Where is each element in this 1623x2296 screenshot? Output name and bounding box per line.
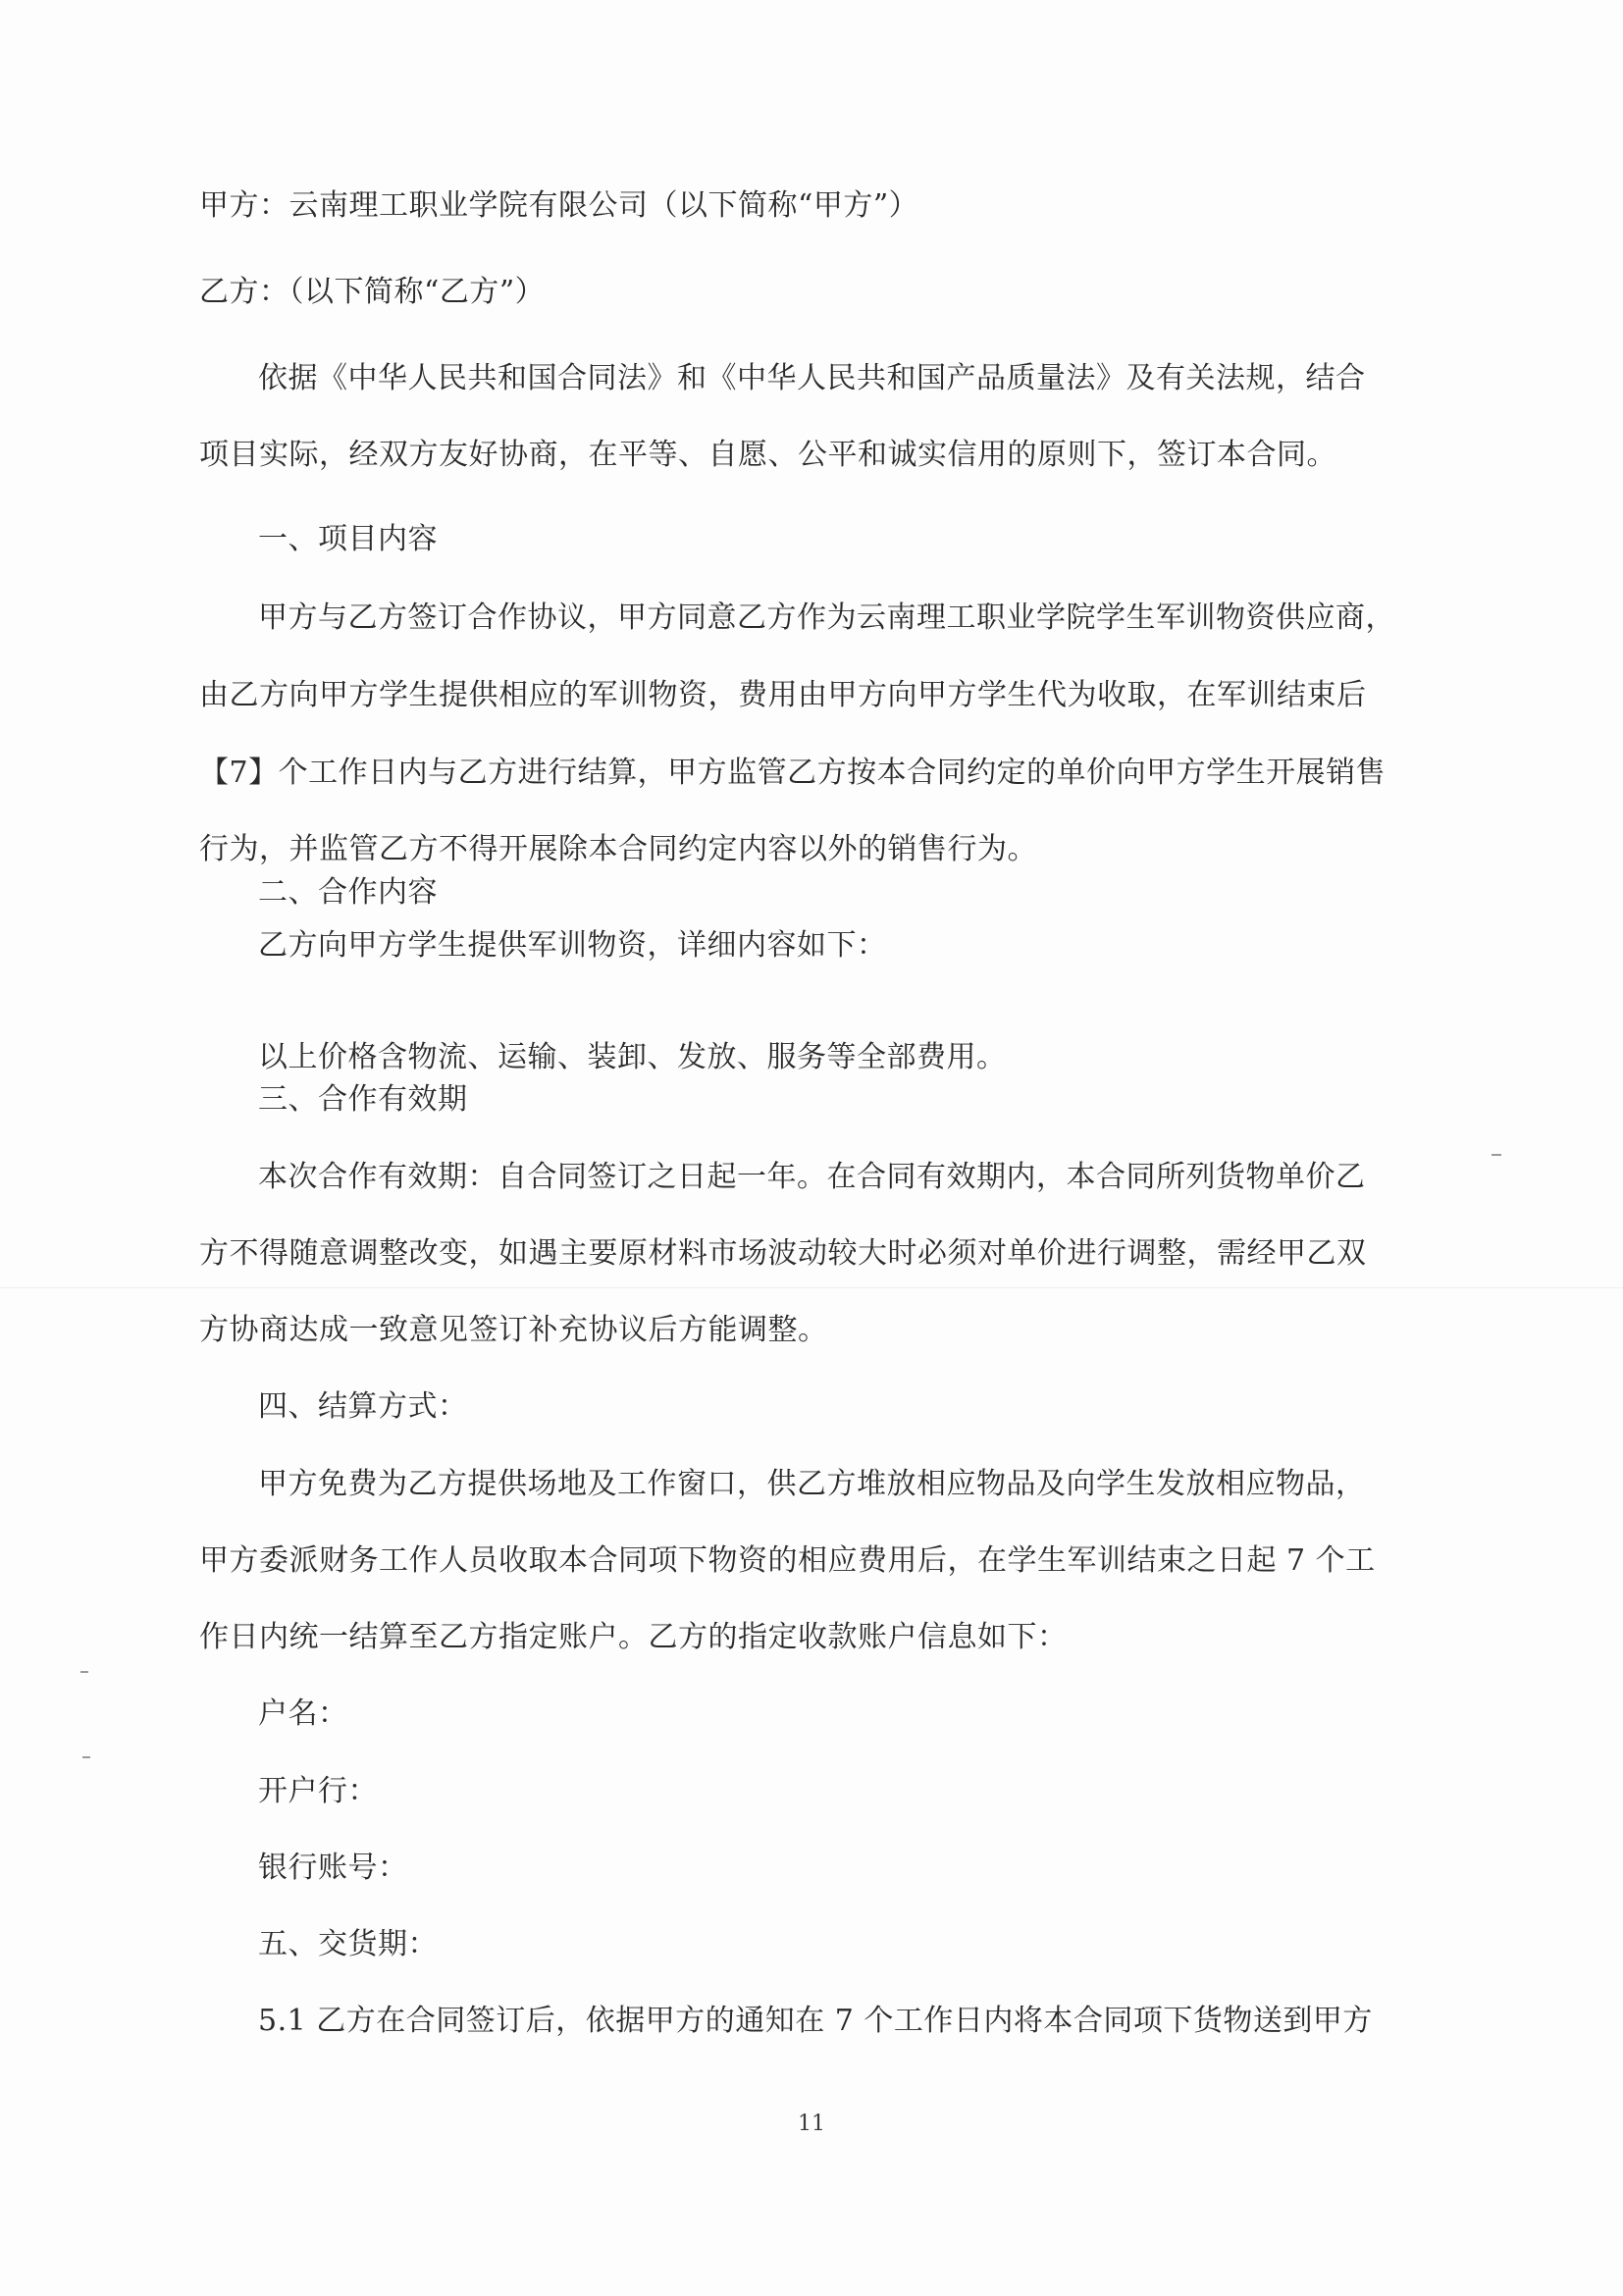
section-4-line-1: 甲方免费为乙方提供场地及工作窗口，供乙方堆放相应物品及向学生发放相应物品， bbox=[258, 1467, 1366, 1501]
page-number: 11 bbox=[798, 2112, 825, 2136]
section-4-line-2: 甲方委派财务工作人员收取本合同项下物资的相应费用后，在学生军训结束之日起 7 个工 bbox=[199, 1543, 1376, 1578]
section-3-heading: 三、合作有效期 bbox=[258, 1082, 468, 1117]
section-4-heading: 四、结算方式： bbox=[258, 1389, 468, 1424]
section-4-line-3: 作日内统一结算至乙方指定账户。乙方的指定收款账户信息如下： bbox=[199, 1620, 1068, 1654]
section-3-line-1: 本次合作有效期：自合同签订之日起一年。在合同有效期内，本合同所列货物单价乙 bbox=[258, 1160, 1366, 1194]
scan-speck bbox=[82, 1756, 90, 1758]
section-3-line-3: 方协商达成一致意见签订补充协议后方能调整。 bbox=[199, 1313, 828, 1347]
account-number-label: 银行账号： bbox=[258, 1851, 408, 1885]
section-2-line-1: 乙方向甲方学生提供军训物资，详细内容如下： bbox=[258, 928, 887, 963]
scan-speck bbox=[80, 1671, 88, 1673]
scan-speck bbox=[1492, 1154, 1501, 1156]
account-name-label: 户名： bbox=[258, 1696, 348, 1731]
section-5-line-1: 5.1 乙方在合同签订后，依据甲方的通知在 7 个工作日内将本合同项下货物送到甲方 bbox=[258, 2004, 1373, 2038]
section-5-heading: 五、交货期： bbox=[258, 1927, 438, 1961]
section-1-line-4: 行为，并监管乙方不得开展除本合同约定内容以外的销售行为。 bbox=[199, 832, 1037, 866]
section-3-line-2: 方不得随意调整改变，如遇主要原材料市场波动较大时必须对单价进行调整，需经甲乙双 bbox=[199, 1236, 1367, 1271]
section-1-line-2: 由乙方向甲方学生提供相应的军训物资，费用由甲方向甲方学生代为收取，在军训结束后 bbox=[199, 678, 1367, 712]
party-b-line: 乙方：（以下简称“乙方”） bbox=[199, 275, 546, 309]
section-1-line-1: 甲方与乙方签订合作协议，甲方同意乙方作为云南理工职业学院学生军训物资供应商， bbox=[258, 600, 1395, 635]
scan-artifact-line bbox=[0, 1287, 1623, 1288]
section-1-heading: 一、项目内容 bbox=[258, 522, 438, 556]
section-1-line-3: 【7】个工作日内与乙方进行结算，甲方监管乙方按本合同约定的单价向甲方学生开展销售 bbox=[199, 756, 1387, 790]
preamble-line-2: 项目实际，经双方友好协商，在平等、自愿、公平和诚实信用的原则下，签订本合同。 bbox=[199, 438, 1336, 472]
bank-label: 开户行： bbox=[258, 1774, 378, 1808]
section-2-heading: 二、合作内容 bbox=[258, 875, 438, 910]
section-2-line-2: 以上价格含物流、运输、装卸、发放、服务等全部费用。 bbox=[258, 1040, 1007, 1074]
preamble-line-1: 依据《中华人民共和国合同法》和《中华人民共和国产品质量法》及有关法规，结合 bbox=[258, 361, 1366, 395]
party-a-line: 甲方：云南理工职业学院有限公司（以下简称“甲方”） bbox=[199, 188, 919, 223]
